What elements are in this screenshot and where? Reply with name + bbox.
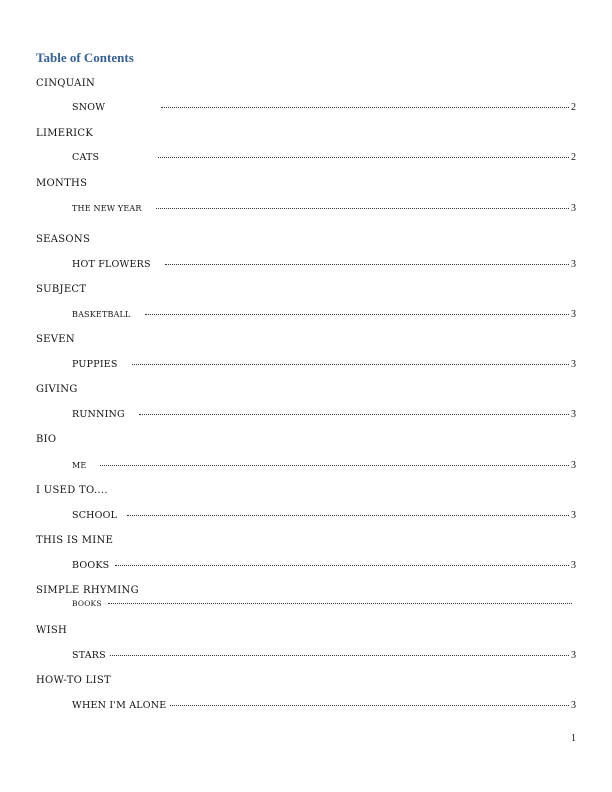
dot-leader	[161, 107, 569, 108]
footer-page-number: 1	[571, 733, 576, 744]
toc-title: Table of Contents	[36, 50, 134, 65]
toc-heading-cinquain[interactable]: CINQUAIN	[36, 78, 95, 89]
toc-page-number: 3	[571, 650, 576, 661]
toc-page-number: 2	[571, 152, 576, 163]
toc-entry-label: WHEN I'M ALONE	[72, 700, 167, 711]
toc-entry-label: BOOKS	[72, 560, 110, 571]
toc-page-number: 3	[571, 203, 576, 214]
toc-heading-simple-rhyming[interactable]: SIMPLE RHYMING	[36, 585, 139, 596]
toc-entry-books-rhyming[interactable]	[72, 599, 574, 608]
dot-leader	[165, 264, 569, 265]
toc-page-number: 3	[571, 460, 576, 471]
toc-heading-i-used-to[interactable]: I USED TO....	[36, 485, 108, 496]
toc-entry-books[interactable]	[72, 560, 576, 571]
toc-heading-how-to-list[interactable]: HOW-TO LIST	[36, 675, 111, 686]
toc-entry-stars[interactable]	[72, 650, 576, 661]
toc-entry-label: BOOKS	[72, 599, 102, 608]
toc-entry-label: HOT FLOWERS	[72, 259, 151, 270]
toc-entry-label: SCHOOL	[72, 510, 118, 521]
toc-entry-label: PUPPIES	[72, 359, 118, 370]
toc-entry-label: ME	[72, 461, 87, 470]
dot-leader	[145, 314, 569, 315]
dot-leader	[108, 603, 572, 604]
toc-entry-label: RUNNING	[72, 409, 125, 420]
dot-leader	[110, 655, 569, 656]
toc-page-number: 3	[571, 510, 576, 521]
toc-entry-puppies[interactable]	[72, 359, 576, 370]
toc-heading-months[interactable]: MONTHS	[36, 178, 88, 189]
toc-entry-running[interactable]	[72, 409, 576, 420]
dot-leader	[127, 515, 569, 516]
toc-entry-label: SNOW	[72, 102, 106, 113]
toc-page-number: 3	[571, 309, 576, 320]
toc-heading-seven[interactable]: SEVEN	[36, 334, 75, 345]
dot-leader	[100, 465, 569, 466]
toc-page-number: 3	[571, 560, 576, 571]
toc-entry-the-new-year[interactable]	[72, 203, 576, 214]
toc-page-number: 2	[571, 102, 576, 113]
dot-leader	[156, 208, 569, 209]
dot-leader	[158, 157, 569, 158]
toc-heading-seasons[interactable]: SEASONS	[36, 234, 91, 245]
toc-entry-label: STARS	[72, 650, 106, 661]
toc-entry-label: BASKETBALL	[72, 310, 131, 319]
toc-heading-limerick[interactable]: LIMERICK	[36, 128, 94, 139]
toc-entry-snow[interactable]	[72, 102, 576, 113]
dot-leader	[132, 364, 569, 365]
toc-entry-label: THE NEW YEAR	[72, 204, 142, 213]
toc-entry-school[interactable]	[72, 510, 576, 521]
dot-leader	[139, 414, 569, 415]
toc-heading-wish[interactable]: WISH	[36, 625, 67, 636]
toc-page-number: 3	[571, 409, 576, 420]
toc-entry-label: CATS	[72, 152, 100, 163]
toc-page-number: 3	[571, 359, 576, 370]
toc-entry-cats[interactable]	[72, 152, 576, 163]
toc-entry-me[interactable]	[72, 460, 576, 471]
toc-heading-this-is-mine[interactable]: THIS IS MINE	[36, 535, 114, 546]
dot-leader	[170, 705, 569, 706]
toc-heading-giving[interactable]: GIVING	[36, 384, 78, 395]
toc-heading-bio[interactable]: BIO	[36, 434, 57, 445]
toc-page-number: 3	[571, 700, 576, 711]
toc-entry-hot-flowers[interactable]	[72, 259, 576, 270]
toc-entry-basketball[interactable]	[72, 309, 576, 320]
toc-entry-when-im-alone[interactable]	[72, 700, 576, 711]
toc-page-number: 3	[571, 259, 576, 270]
dot-leader	[115, 565, 569, 566]
toc-heading-subject[interactable]: SUBJECT	[36, 284, 87, 295]
